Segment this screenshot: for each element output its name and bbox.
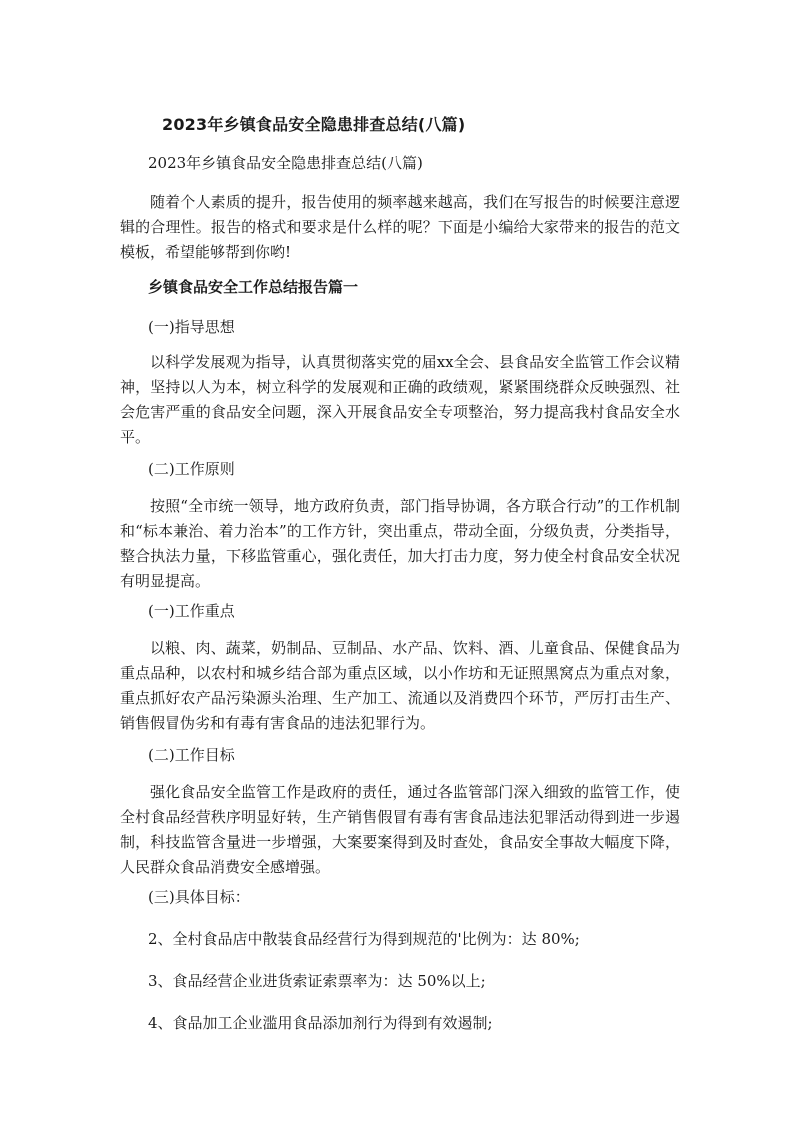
document-title: 2023年乡镇食品安全隐患排查总结(八篇): [162, 115, 466, 134]
goal-heading: (二)工作目标: [148, 746, 235, 764]
intro-paragraph: 随着个人素质的提升，报告使用的频率越来越高，我们在写报告的时候要注意逻辑的合理性。报告的格式和要求是什么样的呢？下面是小编给大家带来的报告的范文模板，希望能够帮到你哟!: [120, 193, 680, 261]
goal-paragraph: 强化食品安全监管工作是政府的责任，通过各监管部门深入细致的监管工作，使全村食品经营秩序明显好转，生产销售假冒有毒有害食品违法犯罪活动得到进一步遏制，科技监管含量进一步增强，大案要案得到及时查处，食品安全事故大幅度下降，人民群众食品消费安全感增强。: [120, 783, 680, 876]
guide-paragraph: 以科学发展观为指导，认真贯彻落实党的届xx全会、县食品安全监管工作会议精神，坚持以人为本，树立科学的发展观和正确的政绩观，紧紧围绕群众反映强烈、社会危害严重的食品安全问题，深入开展食品安全专项整治，努力提高我村食品安全水平。: [120, 353, 680, 446]
principle-heading: (二)工作原则: [148, 460, 235, 478]
guide-heading: (一)指导思想: [148, 318, 235, 336]
specific-heading: (三)具体目标：: [148, 888, 250, 906]
list-item: 2、全村食品店中散装食品经营行为得到规范的'比例为：达 80%;: [148, 930, 580, 948]
focus-paragraph: 以粮、肉、蔬菜，奶制品、豆制品、水产品、饮料、酒、儿童食品、保健食品为重点品种，以农村和城乡结合部为重点区域，以小作坊和无证照黑窝点为重点对象，重点抓好农产品污染源头治理、生产加工、流通以及消费四个环节，严厉打击生产、销售假冒伪劣和有毒有害食品的违法犯罪行为。: [120, 639, 680, 732]
list-item: 4、食品加工企业滥用食品添加剂行为得到有效遏制;: [148, 1014, 493, 1032]
document-subtitle: 2023年乡镇食品安全隐患排查总结(八篇): [148, 154, 423, 172]
focus-heading: (一)工作重点: [148, 602, 235, 620]
principle-paragraph: 按照“全市统一领导，地方政府负责，部门指导协调，各方联合行动”的工作机制和“标本兼治、着力治本”的工作方针，突出重点，带动全面，分级负责，分类指导，整合执法力量，下移监管重心，强化责任，加大打击力度，努力使全村食品安全状况有明显提高。: [120, 497, 680, 590]
list-item: 3、食品经营企业进货索证索票率为：达 50%以上;: [148, 972, 486, 990]
section-heading: 乡镇食品安全工作总结报告篇一: [148, 278, 359, 296]
